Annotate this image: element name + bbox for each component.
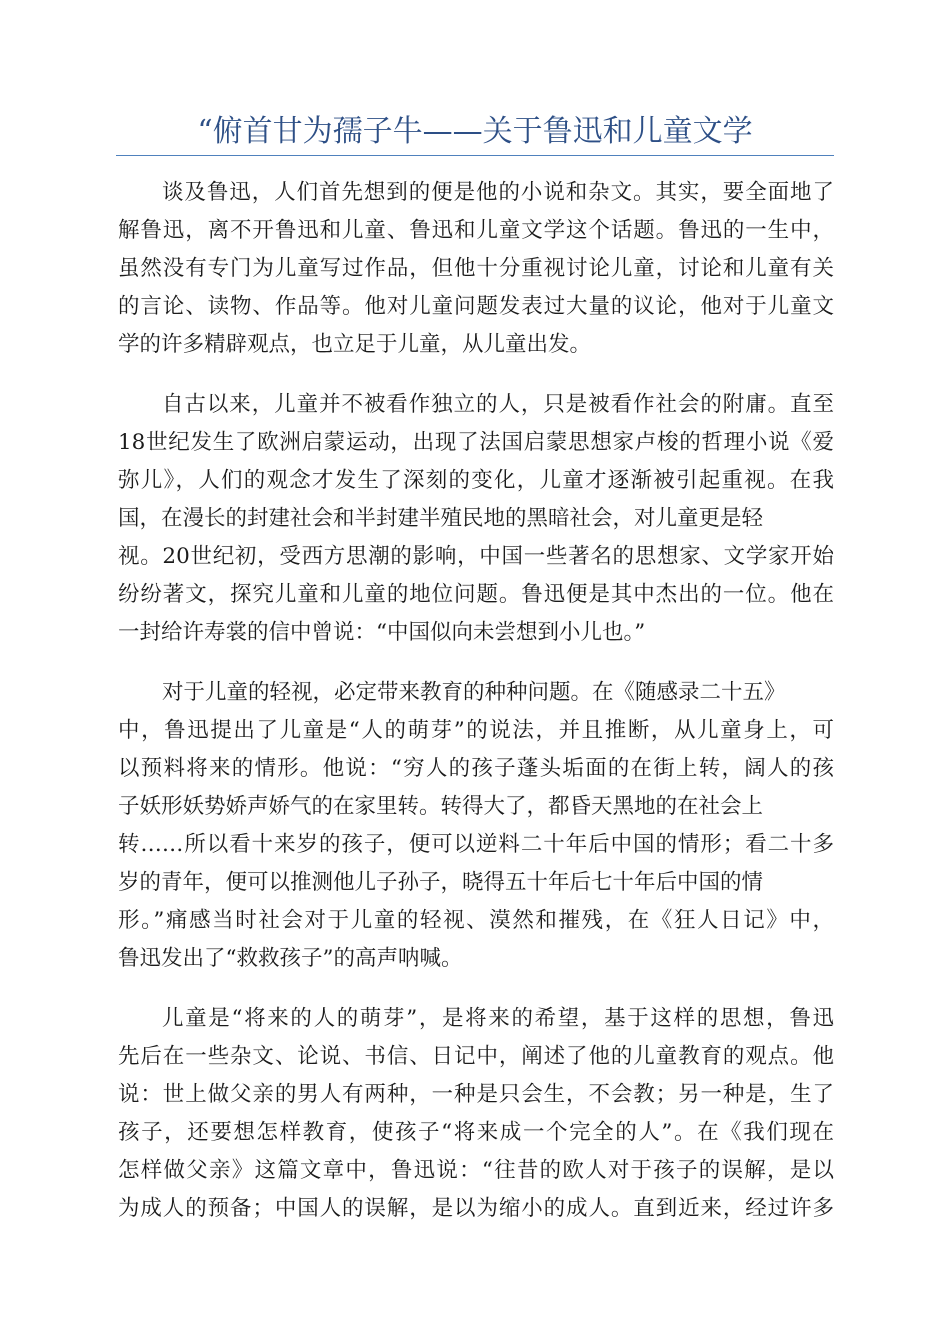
text-line: 18世纪发生了欧洲启蒙运动，出现了法国启蒙思想家卢梭的哲理小说《爱 [118, 430, 834, 455]
text-line: 学的许多精辟观点，也立足于儿童，从儿童出发。 [118, 332, 592, 357]
paragraph-2 [118, 386, 834, 652]
text-line: 鲁迅发出了“救救孩子”的高声呐喊。 [118, 946, 463, 971]
text-line: 以预料将来的情形。他说：“穷人的孩子蓬头垢面的在街上转，阔人的孩 [118, 756, 834, 781]
paragraph-1 [118, 174, 834, 364]
text-line: 说：世上做父亲的男人有两种，一种是只会生，不会教；另一种是，生了 [118, 1082, 834, 1107]
text-line: 形。”痛感当时社会对于儿童的轻视、漠然和摧残，在《狂人日记》中， [118, 908, 834, 933]
text-line: 先后在一些杂文、论说、书信、日记中，阐述了他的儿童教育的观点。他 [118, 1044, 834, 1069]
text-line: 谈及鲁迅，人们首先想到的便是他的小说和杂文。其实，要全面地了 [162, 180, 834, 205]
text-line: 孩子，还要想怎样教育，使孩子“将来成一个完全的人”。在《我们现在 [118, 1120, 834, 1145]
text-line: 转……所以看十来岁的孩子，便可以逆料二十年后中国的情形；看二十多 [118, 832, 834, 857]
paragraph-3 [118, 674, 834, 978]
text-line: 视。20世纪初，受西方思潮的影响，中国一些著名的思想家、文学家开始 [118, 544, 834, 569]
text-line: 国，在漫长的封建社会和半封建半殖民地的黑暗社会，对儿童更是轻 [118, 506, 764, 531]
document-body [118, 174, 834, 1250]
text-line: 一封给许寿裳的信中曾说：“中国似向未尝想到小儿也。” [118, 620, 646, 645]
text-line: 子妖形妖势娇声娇气的在家里转。转得大了，都昏天黑地的在社会上 [118, 794, 764, 819]
text-line: 的言论、读物、作品等。他对儿童问题发表过大量的议论，他对于儿童文 [118, 294, 834, 319]
text-line: 为成人的预备；中国人的误解，是以为缩小的成人。直到近来，经过许多 [118, 1196, 834, 1221]
text-line: 虽然没有专门为儿童写过作品，但他十分重视讨论儿童，讨论和儿童有关 [118, 256, 834, 281]
text-line: 儿童是“将来的人的萌芽”，是将来的希望，基于这样的思想，鲁迅 [162, 1006, 834, 1031]
text-line: 自古以来，儿童并不被看作独立的人，只是被看作社会的附庸。直至 [162, 392, 834, 417]
text-line: 怎样做父亲》这篇文章中，鲁迅说：“往昔的欧人对于孩子的误解，是以 [118, 1158, 834, 1183]
text-line: 中，鲁迅提出了儿童是“人的萌芽”的说法，并且推断，从儿童身上，可 [118, 718, 834, 743]
title-underline [116, 155, 834, 156]
text-line: 对于儿童的轻视，必定带来教育的种种问题。在《随感录二十五》 [162, 680, 786, 705]
text-line: 纷纷著文，探究儿童和儿童的地位问题。鲁迅便是其中杰出的一位。他在 [118, 582, 834, 607]
text-line: 弥儿》，人们的观念才发生了深刻的变化，儿童才逐渐被引起重视。在我 [118, 468, 834, 493]
text-line: 解鲁迅，离不开鲁迅和儿童、鲁迅和儿童文学这个话题。鲁迅的一生中， [118, 218, 834, 243]
paragraph-4 [118, 1000, 834, 1228]
document-title: “俯首甘为孺子牛——关于鲁迅和儿童文学 [197, 114, 753, 149]
text-line: 岁的青年，便可以推测他儿子孙子，晓得五十年后七十年后中国的情 [118, 870, 764, 895]
